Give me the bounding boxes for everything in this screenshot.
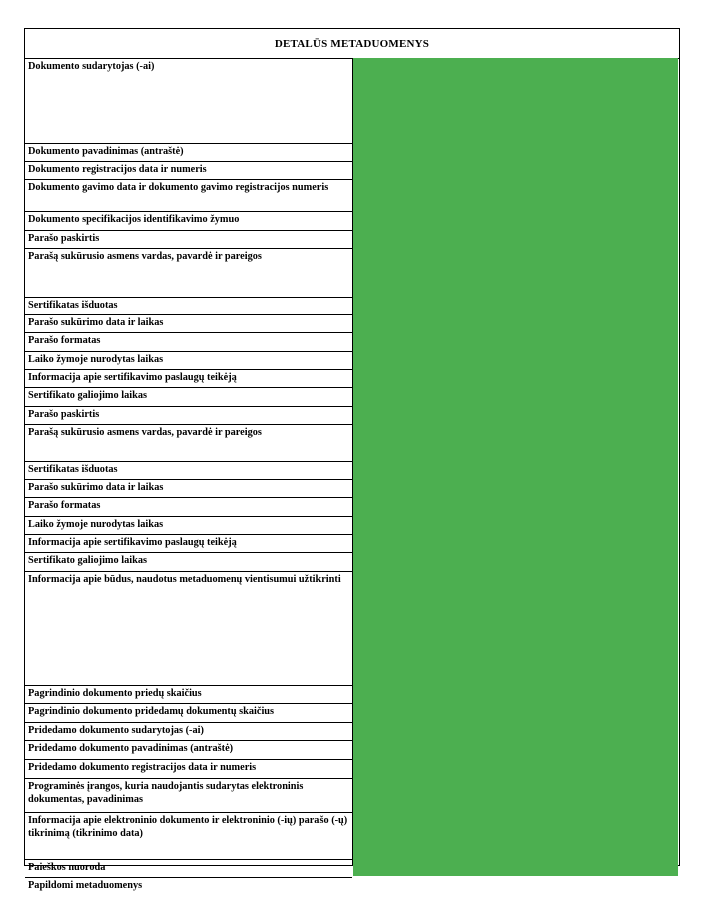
row-label: Parašą sukūrusio asmens vardas, pavardė ir pareigos [28,251,262,262]
row-label: Dokumento specifikacijos identifikavimo žymuo [28,214,240,225]
row-label: Dokumento pavadinimas (antraštė) [28,146,184,157]
table-row [25,572,352,686]
table-row [25,425,352,462]
row-label: Dokumento gavimo data ir dokumento gavimo registracijos numeris [28,182,329,193]
table-row [25,59,352,144]
table-title: DETALŪS METADUOMENYS [25,29,679,59]
table-row [25,704,352,723]
table-row [25,180,352,212]
row-label: Informacija apie sertifikavimo paslaugų teikėją [28,372,237,383]
row-label: Dokumento registracijos data ir numeris [28,164,207,175]
table-row [25,723,352,741]
row-label: Sertifikato galiojimo laikas [28,555,147,566]
row-label: Programinės įrangos, kuria naudojantis sudarytas elektroninis dokumentas, pavadinimas [28,781,304,805]
row-label: Pagrindinio dokumento pridedamų dokumentų skaičius [28,706,275,717]
row-label: Parašo sukūrimo data ir laikas [28,317,164,328]
table-row [25,249,352,298]
row-label: Pridedamo dokumento pavadinimas (antraštė) [28,743,234,754]
table-row [25,860,352,878]
row-label: Pridedamo dokumento registracijos data ir numeris [28,762,257,773]
row-label: Parašo paskirtis [28,409,100,420]
row-label: Paieškos nuoroda [28,862,106,873]
table-row [25,878,352,897]
table-row [25,813,352,860]
row-label: Pagrindinio dokumento priedų skaičius [28,688,202,699]
row-label: Informacija apie elektroninio dokumento ir elektroninio (-ių) parašo (-ų) tikrinimą (tikrinimo data) [28,815,348,839]
table-row [25,407,352,425]
table-row [25,315,352,333]
row-label: Parašo paskirtis [28,233,100,244]
table-row [25,298,352,315]
table-row [25,162,352,180]
row-label: Sertifikato galiojimo laikas [28,390,147,401]
row-label: Parašo sukūrimo data ir laikas [28,482,164,493]
table-row [25,553,352,572]
row-label: Laiko žymoje nurodytas laikas [28,354,164,365]
table-row [25,212,352,231]
table-row [25,352,352,370]
row-label: Informacija apie būdus, naudotus metaduomenų vientisumui užtikrinti [28,574,341,585]
row-label: Laiko žymoje nurodytas laikas [28,519,164,530]
row-label: Parašo formatas [28,500,101,511]
table-row [25,686,352,704]
row-label: Sertifikatas išduotas [28,300,118,311]
redaction-block [353,58,678,876]
table-row [25,144,352,162]
table-row [25,388,352,407]
row-label: Dokumento sudarytojas (-ai) [28,61,155,72]
table-row [25,333,352,352]
table-row [25,462,352,480]
table-row [25,760,352,779]
row-label: Informacija apie sertifikavimo paslaugų teikėją [28,537,237,548]
label-column [25,59,353,891]
table-row [25,741,352,760]
table-row [25,535,352,553]
row-label: Papildomi metaduomenys [28,880,143,891]
row-label: Parašo formatas [28,335,101,346]
table-row [25,480,352,498]
table-row [25,231,352,249]
row-label: Pridedamo dokumento sudarytojas (-ai) [28,725,204,736]
table-row [25,517,352,535]
table-row [25,498,352,517]
row-label: Parašą sukūrusio asmens vardas, pavardė ir pareigos [28,427,262,438]
row-label: Sertifikatas išduotas [28,464,118,475]
table-row [25,779,352,813]
table-row [25,370,352,388]
